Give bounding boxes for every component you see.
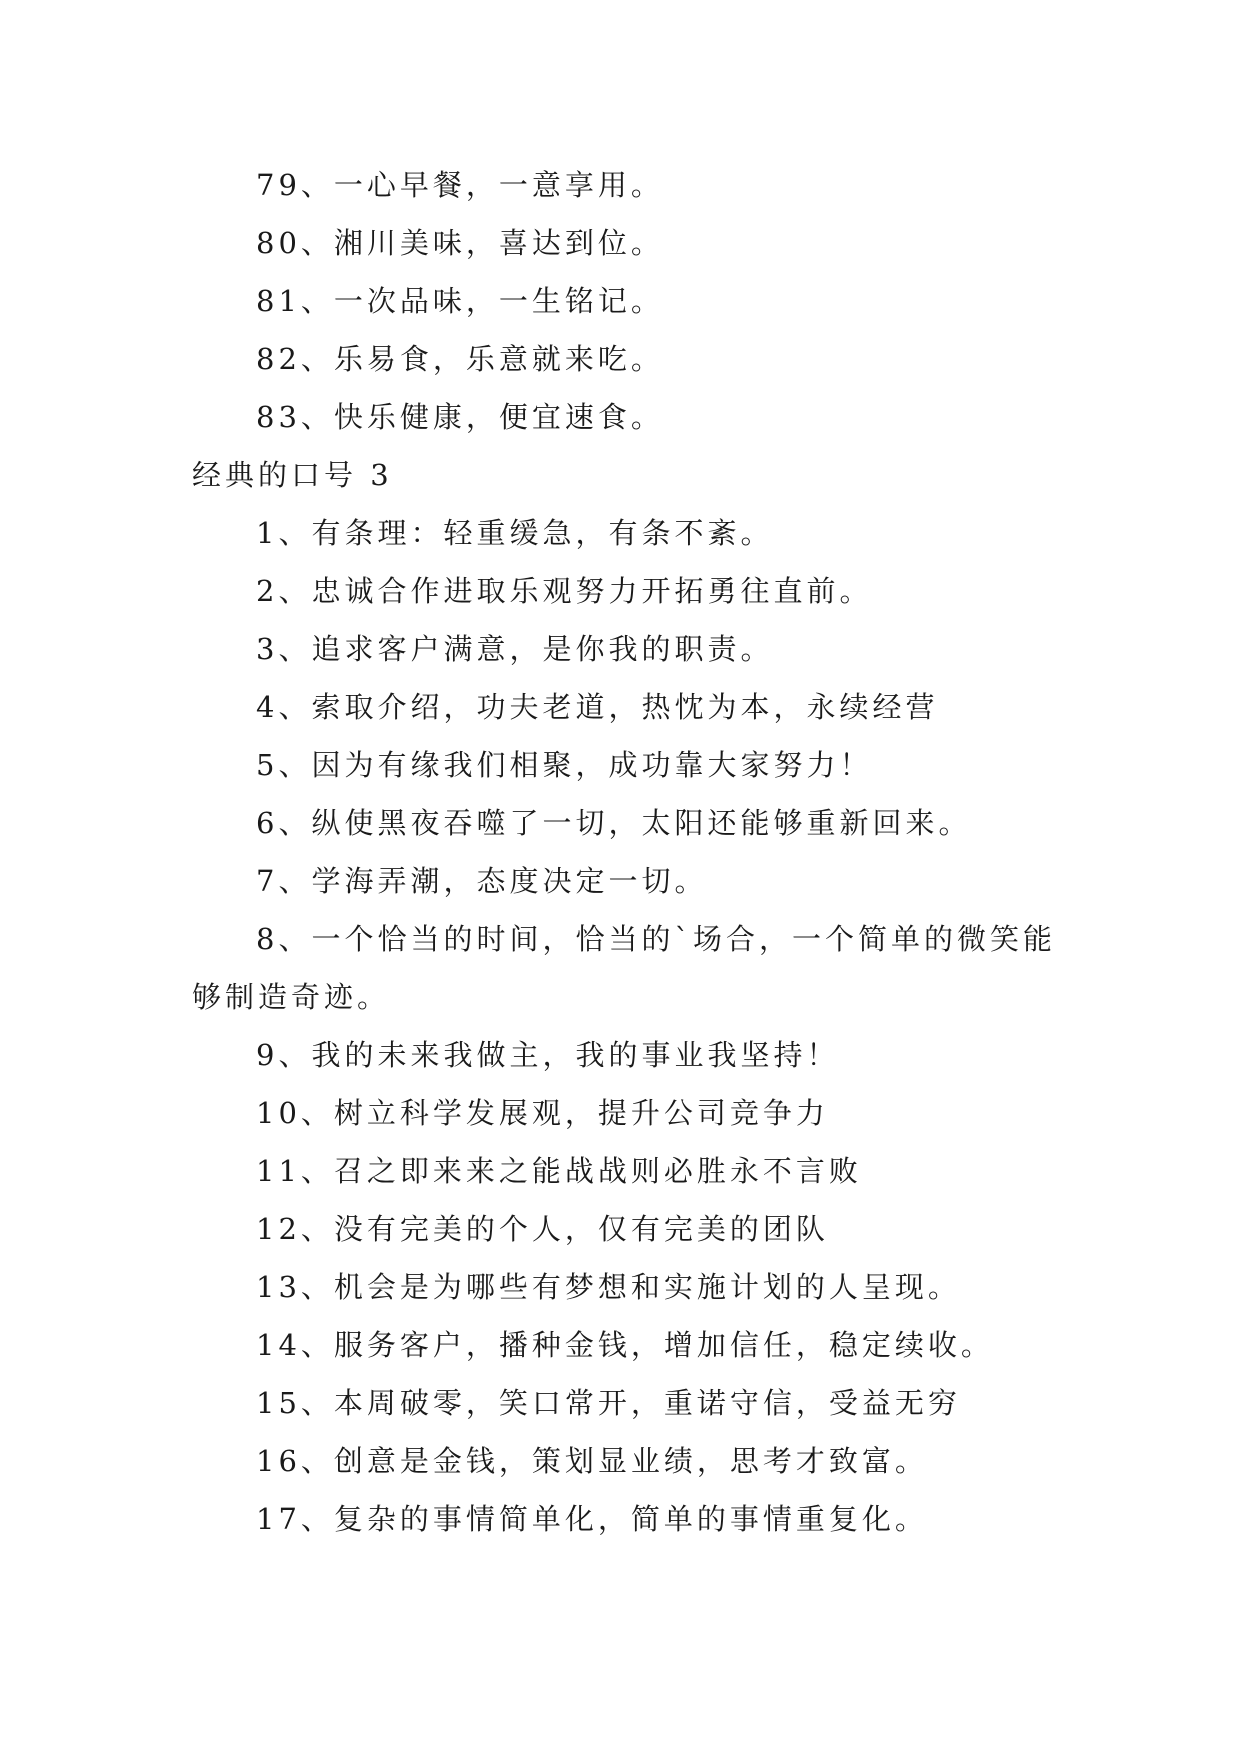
list-item: 5、因为有缘我们相聚，成功靠大家努力！ (256, 748, 873, 782)
list-item: 17、复杂的事情简单化，简单的事情重复化。 (256, 1502, 928, 1536)
list-item: 83、快乐健康，便宜速食。 (256, 400, 664, 434)
list-item: 80、湘川美味，喜达到位。 (256, 226, 664, 260)
list-item-continuation: 够制造奇迹。 (192, 980, 391, 1014)
list-item: 7、学海弄潮，态度决定一切。 (256, 864, 708, 898)
list-item: 9、我的未来我做主，我的事业我坚持！ (256, 1038, 840, 1072)
list-item: 10、树立科学发展观，提升公司竞争力 (256, 1096, 829, 1130)
section-heading: 经典的口号 3 (192, 458, 393, 492)
list-item: 14、服务客户，播种金钱，增加信任，稳定续收。 (256, 1328, 994, 1362)
list-item: 4、索取介绍，功夫老道，热忱为本，永续经营 (256, 690, 939, 724)
list-item: 6、纵使黑夜吞噬了一切，太阳还能够重新回来。 (256, 806, 972, 840)
list-item: 1、有条理：轻重缓急，有条不紊。 (256, 516, 774, 550)
list-item: 82、乐易食，乐意就来吃。 (256, 342, 664, 376)
list-item: 2、忠诚合作进取乐观努力开拓勇往直前。 (256, 574, 873, 608)
list-item: 16、创意是金钱，策划显业绩，思考才致富。 (256, 1444, 928, 1478)
list-item: 15、本周破零，笑口常开，重诺守信，受益无穷 (256, 1386, 961, 1420)
list-item: 8、一个恰当的时间，恰当的`场合，一个简单的微笑能 (256, 922, 1056, 956)
list-item: 12、没有完美的个人，仅有完美的团队 (256, 1212, 829, 1246)
list-item: 11、召之即来来之能战战则必胜永不言败 (256, 1154, 862, 1188)
list-item: 81、一次品味，一生铭记。 (256, 284, 664, 318)
list-item: 3、追求客户满意，是你我的职责。 (256, 632, 774, 666)
list-item: 13、机会是为哪些有梦想和实施计划的人呈现。 (256, 1270, 961, 1304)
list-item: 79、一心早餐，一意享用。 (256, 168, 664, 202)
document-body (192, 156, 1056, 1548)
